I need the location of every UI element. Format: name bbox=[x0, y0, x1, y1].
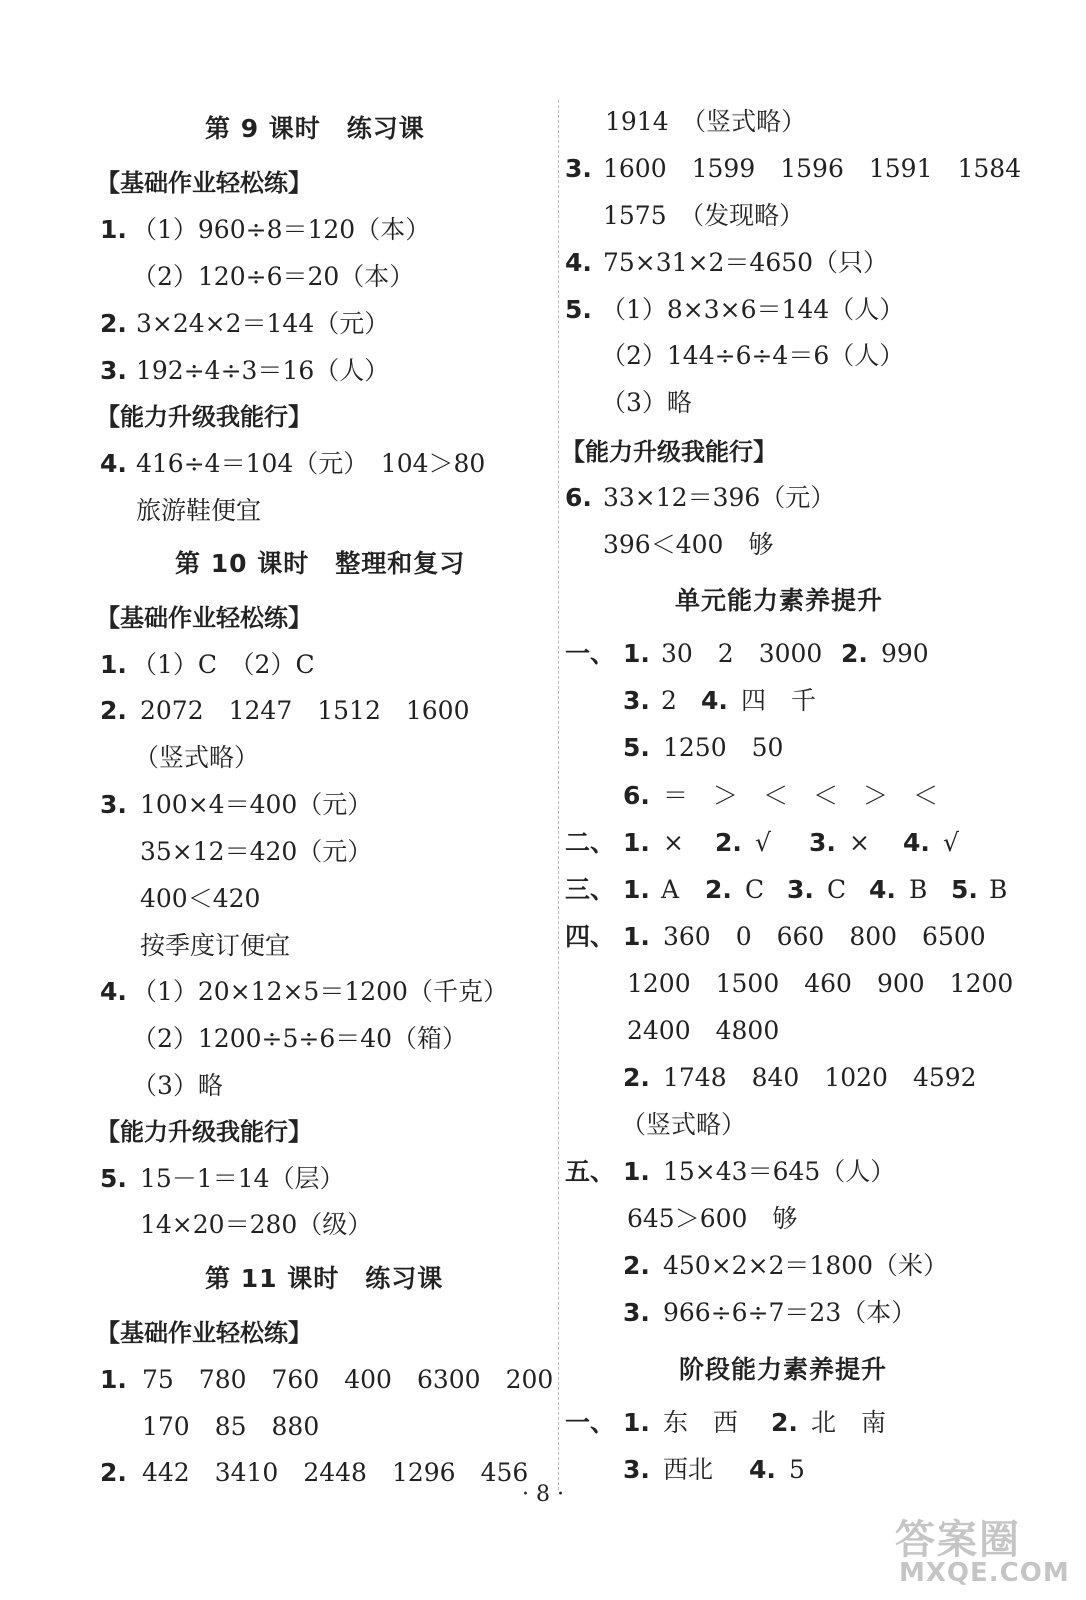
site-watermark bbox=[895, 1508, 1075, 1594]
section-prefix: 一、 bbox=[565, 1408, 616, 1437]
answer-line: 990 bbox=[881, 639, 929, 668]
column-divider bbox=[558, 100, 559, 1490]
question-number: 3. bbox=[787, 875, 814, 904]
answer-line: 2 bbox=[661, 686, 677, 715]
answer-line: （1）C （2）C bbox=[132, 650, 315, 679]
question-number: 4. bbox=[100, 449, 127, 478]
answer-line: （1）960÷8＝120（本） bbox=[132, 215, 431, 244]
answer-line: 442 3410 2448 1296 456 bbox=[142, 1458, 529, 1487]
section-prefix: 三、 bbox=[565, 875, 616, 904]
answer-line: ＝ ＞ ＜ ＜ ＞ ＜ bbox=[663, 781, 939, 810]
answer-line: （2）144÷6÷4＝6（人） bbox=[601, 341, 905, 370]
answer-line: B bbox=[909, 875, 928, 904]
answer-line: A bbox=[661, 875, 680, 904]
question-number: 1. bbox=[100, 215, 127, 244]
answer-line: × bbox=[849, 828, 870, 857]
question-number: 3. bbox=[623, 1298, 650, 1327]
answer-line: √ bbox=[943, 828, 959, 857]
lesson-10-advanced-heading: 【能力升级我能行】 bbox=[96, 1118, 312, 1146]
answer-line: 15－1＝14（层） bbox=[140, 1164, 345, 1193]
answer-line: 645＞600 够 bbox=[627, 1204, 798, 1233]
answer-line: （3）略 bbox=[132, 1071, 223, 1100]
answer-line: 北 南 bbox=[811, 1408, 887, 1437]
answer-line: 5 bbox=[789, 1455, 805, 1484]
question-number: 6. bbox=[565, 483, 592, 512]
answer-line: 416÷4＝104（元） 104＞80 bbox=[136, 449, 486, 478]
question-number: 3. bbox=[809, 828, 836, 857]
answer-line: 1575 （发现略） bbox=[603, 201, 805, 230]
question-number: 4. bbox=[869, 875, 896, 904]
question-number: 2. bbox=[841, 639, 868, 668]
answer-line: 100×4＝400（元） bbox=[140, 790, 373, 819]
page-number: · 8 · bbox=[522, 1482, 564, 1507]
question-number: 3. bbox=[623, 1455, 650, 1484]
question-number: 5. bbox=[100, 1164, 127, 1193]
answer-line: 35×12＝420（元） bbox=[140, 837, 373, 866]
answer-line: 1200 1500 460 900 1200 bbox=[627, 969, 1014, 998]
answer-line: 1748 840 1020 4592 bbox=[663, 1063, 977, 1092]
answer-line: 1600 1599 1596 1591 1584 bbox=[603, 154, 1022, 183]
answer-line: 33×12＝396（元） bbox=[603, 483, 836, 512]
question-number: 2. bbox=[705, 875, 732, 904]
answer-line: 东 西 bbox=[663, 1408, 739, 1437]
lesson-11-basic-heading: 【基础作业轻松练】 bbox=[96, 1319, 312, 1347]
question-number: 3. bbox=[565, 154, 592, 183]
answer-line: 按季度订便宜 bbox=[140, 931, 291, 960]
question-number: 1. bbox=[623, 1408, 650, 1437]
section-prefix: 五、 bbox=[565, 1157, 616, 1186]
answer-line: 四 千 bbox=[741, 686, 817, 715]
question-number: 6. bbox=[623, 781, 650, 810]
question-number: 4. bbox=[701, 686, 728, 715]
lesson-11-title: 第 11 课时 练习课 bbox=[205, 1264, 444, 1293]
question-number: 2. bbox=[100, 696, 127, 725]
lesson-10-basic-heading: 【基础作业轻松练】 bbox=[96, 604, 312, 632]
question-number: 1. bbox=[623, 1157, 650, 1186]
question-number: 1. bbox=[623, 639, 650, 668]
unit-section-title: 单元能力素养提升 bbox=[675, 586, 884, 615]
answer-line: √ bbox=[755, 828, 771, 857]
answer-line: 14×20＝280（级） bbox=[140, 1210, 373, 1239]
question-number: 4. bbox=[100, 977, 127, 1006]
answer-line: 396＜400 够 bbox=[603, 530, 774, 559]
answer-line: 360 0 660 800 6500 bbox=[663, 922, 986, 951]
question-number: 1. bbox=[623, 922, 650, 951]
answer-line: C bbox=[745, 875, 765, 904]
answer-line: 450×2×2＝1800（米） bbox=[663, 1251, 949, 1280]
answer-line: 1250 50 bbox=[663, 733, 784, 762]
question-number: 4. bbox=[749, 1455, 776, 1484]
answer-line: B bbox=[989, 875, 1008, 904]
question-number: 1. bbox=[623, 828, 650, 857]
answer-line: 1914 （竖式略） bbox=[605, 107, 807, 136]
watermark-url: MXQE.COM bbox=[899, 1558, 1070, 1588]
question-number: 4. bbox=[565, 248, 592, 277]
question-number: 3. bbox=[100, 790, 127, 819]
answer-line: （2）1200÷5÷6＝40（箱） bbox=[132, 1024, 468, 1053]
question-number: 1. bbox=[100, 1365, 127, 1394]
answer-line: 西北 bbox=[663, 1455, 714, 1484]
answer-line: 75 780 760 400 6300 200 bbox=[142, 1365, 554, 1394]
answer-line: 3×24×2＝144（元） bbox=[136, 309, 390, 338]
section-prefix: 二、 bbox=[565, 828, 616, 857]
question-number: 1. bbox=[100, 650, 127, 679]
question-number: 2. bbox=[623, 1251, 650, 1280]
answer-line: （竖式略） bbox=[134, 743, 260, 772]
lesson-10-title: 第 10 课时 整理和复习 bbox=[175, 549, 466, 578]
question-number: 3. bbox=[100, 356, 127, 385]
question-number: 2. bbox=[715, 828, 742, 857]
answer-line: 192÷4÷3＝16（人） bbox=[136, 356, 390, 385]
answer-line: × bbox=[663, 828, 684, 857]
answer-line: （3）略 bbox=[601, 388, 692, 417]
answer-line: 966÷6÷7＝23（本） bbox=[663, 1298, 917, 1327]
answer-line: 15×43＝645（人） bbox=[663, 1157, 896, 1186]
answer-line: 2400 4800 bbox=[627, 1016, 780, 1045]
question-number: 1. bbox=[623, 875, 650, 904]
watermark-logo-text: 答案圈 bbox=[895, 1517, 1021, 1563]
answer-line: （1）20×12×5＝1200（千克） bbox=[132, 977, 508, 1006]
lesson-9-basic-heading: 【基础作业轻松练】 bbox=[96, 169, 312, 197]
stage-section-title: 阶段能力素养提升 bbox=[679, 1355, 888, 1384]
lesson-9-advanced-heading: 【能力升级我能行】 bbox=[96, 403, 312, 431]
section-prefix: 一、 bbox=[565, 639, 616, 668]
right-advanced-heading: 【能力升级我能行】 bbox=[561, 438, 777, 466]
answer-line: 400＜420 bbox=[140, 884, 261, 913]
question-number: 4. bbox=[903, 828, 930, 857]
answer-line: 75×31×2＝4650（只） bbox=[603, 248, 889, 277]
answer-line: C bbox=[827, 875, 847, 904]
answer-line: 旅游鞋便宜 bbox=[136, 496, 262, 525]
answer-line: 2072 1247 1512 1600 bbox=[140, 696, 470, 725]
question-number: 5. bbox=[623, 733, 650, 762]
answer-line: 30 2 3000 bbox=[661, 639, 823, 668]
question-number: 2. bbox=[100, 309, 127, 338]
question-number: 2. bbox=[100, 1458, 127, 1487]
section-prefix: 四、 bbox=[565, 922, 616, 951]
question-number: 5. bbox=[951, 875, 978, 904]
answer-line: （2）120÷6＝20（本） bbox=[132, 262, 415, 291]
question-number: 5. bbox=[565, 295, 592, 324]
answer-line: （1）8×3×6＝144（人） bbox=[601, 295, 905, 324]
question-number: 3. bbox=[623, 686, 650, 715]
lesson-9-title: 第 9 课时 练习课 bbox=[205, 114, 425, 143]
answer-line: 170 85 880 bbox=[142, 1412, 320, 1441]
answer-line: （竖式略） bbox=[621, 1110, 747, 1139]
question-number: 2. bbox=[623, 1063, 650, 1092]
question-number: 2. bbox=[771, 1408, 798, 1437]
